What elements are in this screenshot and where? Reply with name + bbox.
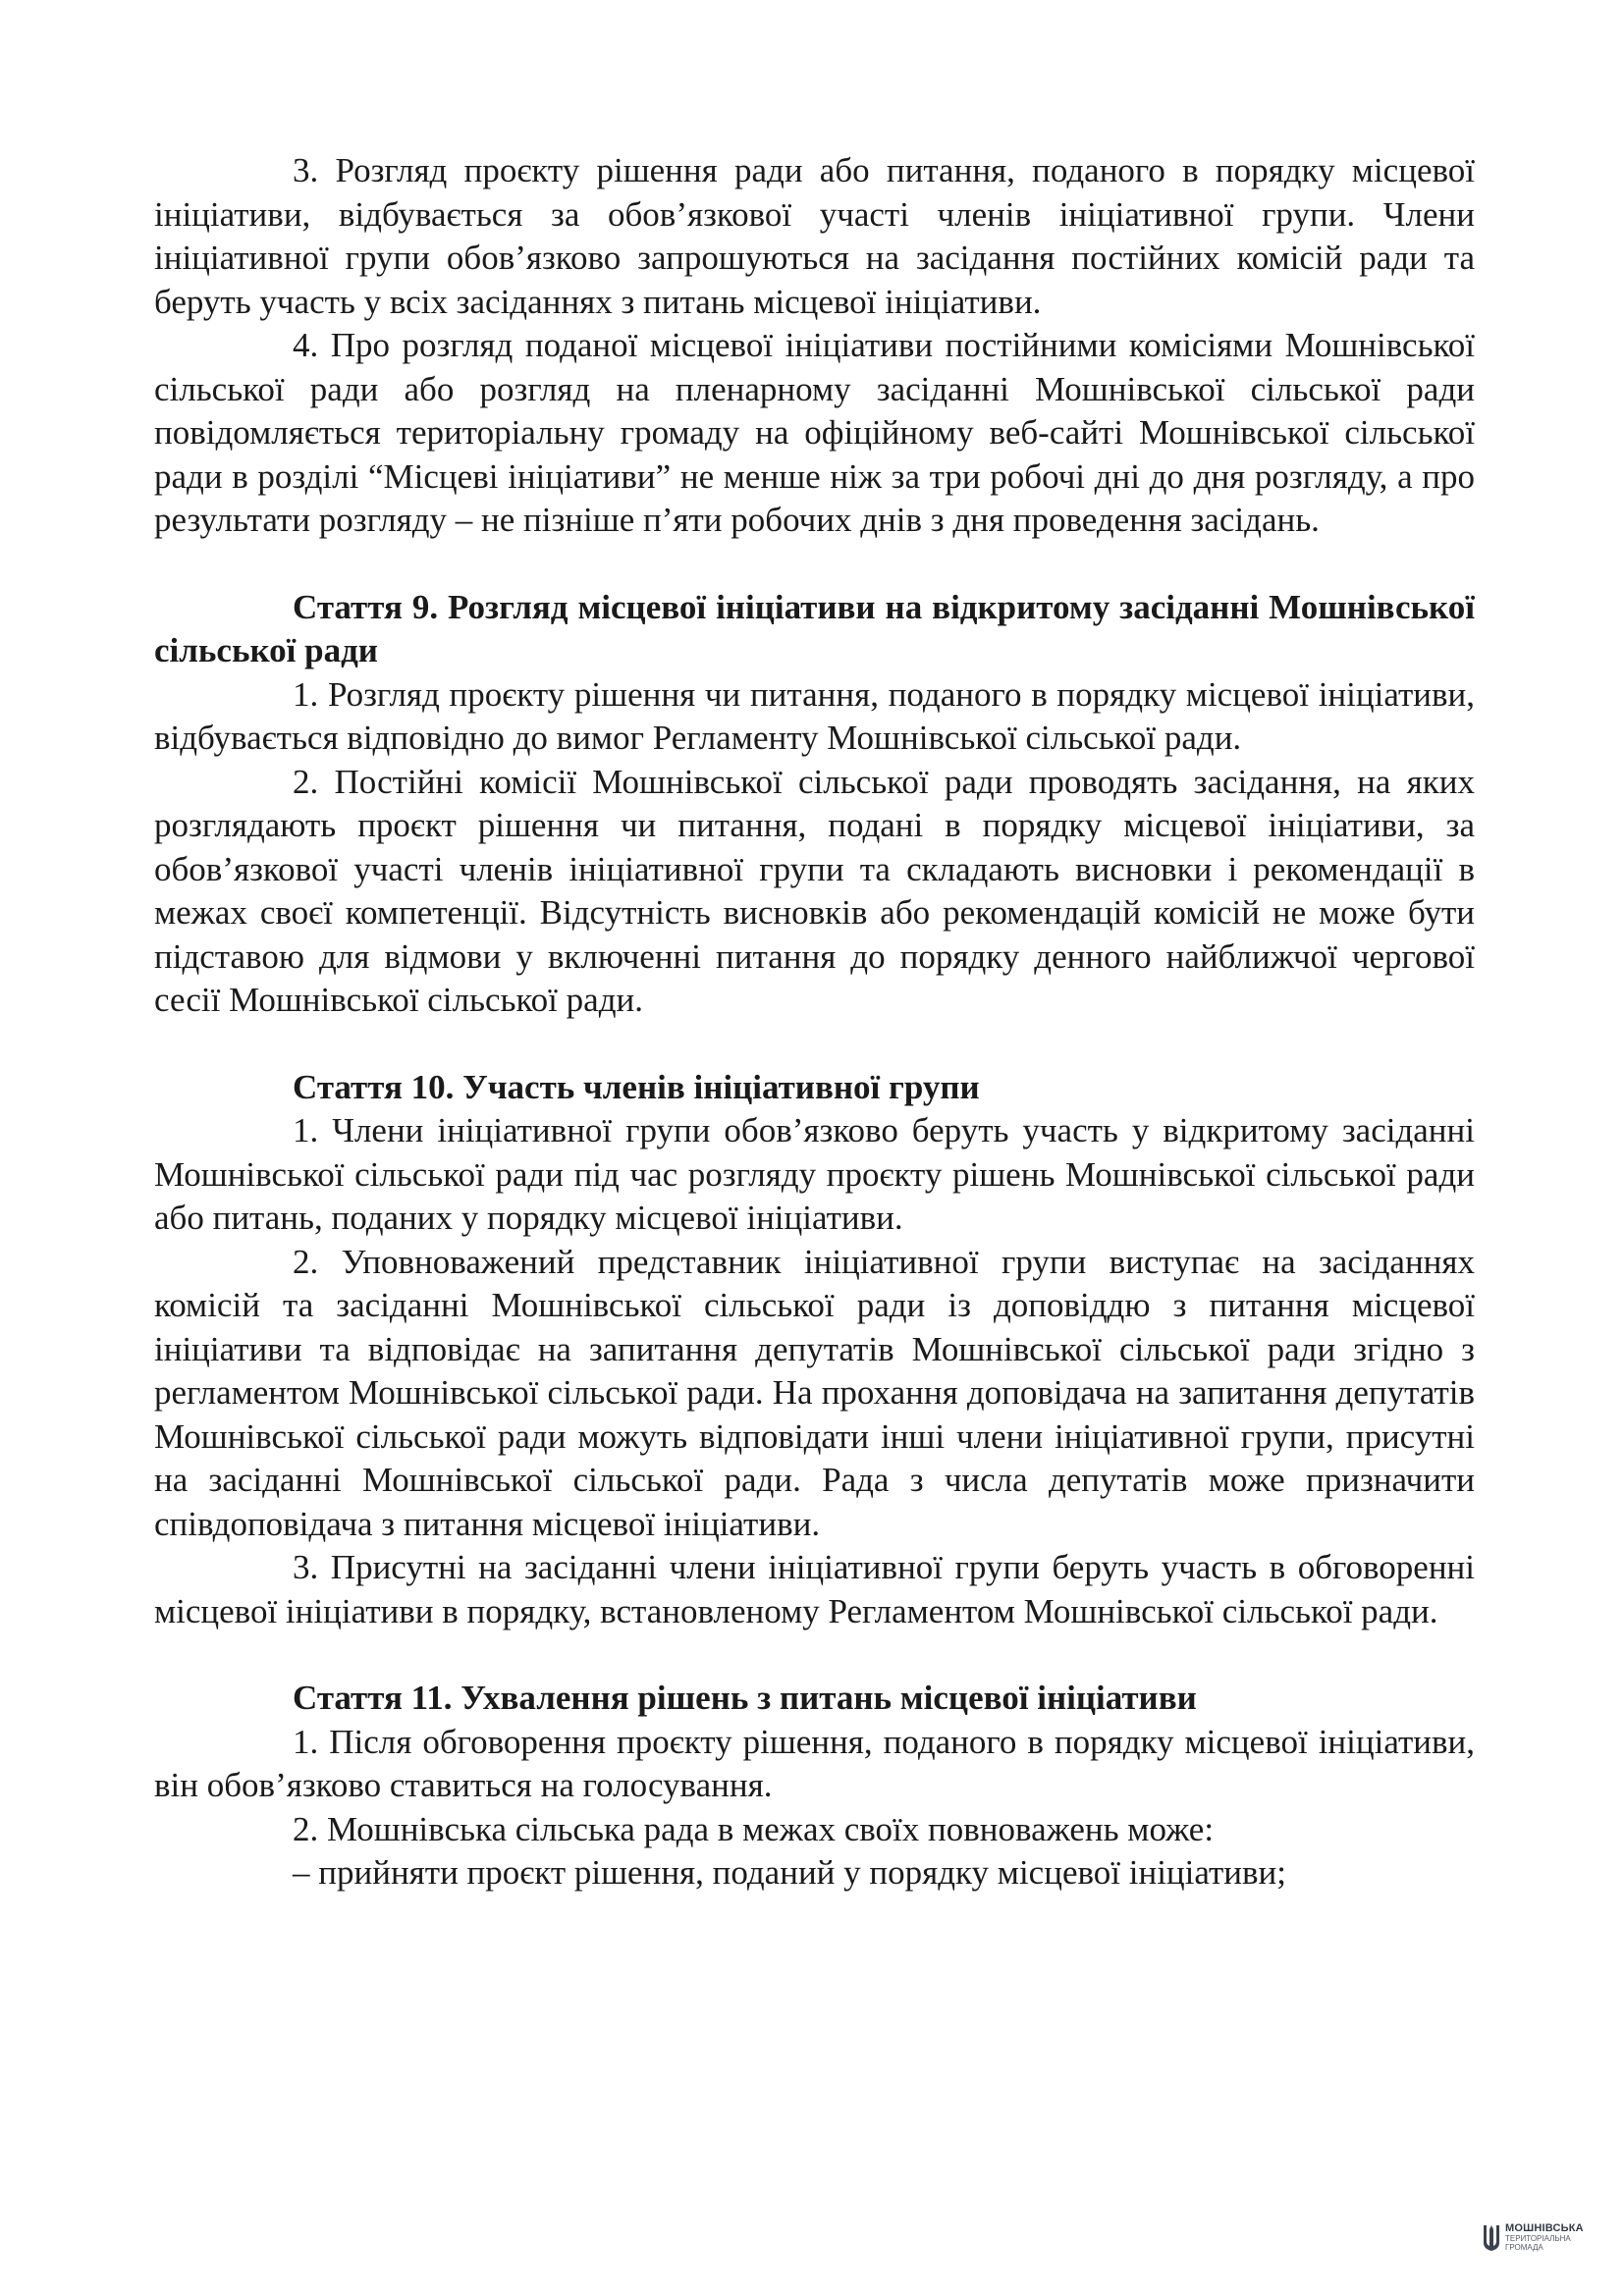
article-10-paragraph-2: 2. Уповноважений представник ініціативної групи виступає на засіданнях комісій та засіданні Мошнівської сільської ради із доповіддю з питання місцевої ініціативи та відповідає на запитання депутатів Мошнівської сільської ради згідно з регламентом Мошнівської сільської ради. На прохання доповідача на запитання депутатів Мошнівської сільської ради можуть відповідати інші члени ініціативної групи, присутні на засіданні Мошнівської сільської ради. Рада з числа депутатів може призначити співдоповідача з питання місцевої ініціативи. — [154, 1242, 1475, 1543]
article-9-paragraph-1: 1. Розгляд проєкту рішення чи питання, поданого в порядку місцевої ініціативи, відбувається відповідно до вимог Регламенту Мошнівської сільської ради. — [154, 674, 1475, 757]
paragraph-3: 3. Розгляд проєкту рішення ради або питання, поданого в порядку місцевої ініціативи, відбувається за обов’язкової участі членів ініціативної групи. Члени ініціативної групи обов’язково запрошуються на засідання постійних комісій ради та беруть участь у всіх засіданнях з питань місцевої ініціативи. — [154, 151, 1475, 321]
article-10-title: Стаття 10. Участь членів ініціативної групи — [293, 1067, 980, 1106]
paragraph-4: 4. Про розгляд поданої місцевої ініціативи постійними комісіями Мошнівської сільської ради або розгляд на пленарному засіданні Мошнівської сільської ради повідомляється територіальну громаду на офіційному веб-сайті Мошнівської сільської ради в розділі “Місцеві ініціативи” не менше ніж за три робочі дні до дня розгляду, а про результати розгляду – не пізніше п’яти робочих днів з дня проведення засідань. — [154, 326, 1475, 539]
article-10-paragraph-3: 3. Присутні на засіданні члени ініціативної групи беруть участь в обговоренні місцевої ініціативи в порядку, встановленому Регламентом Мошнівської сільської ради. — [154, 1548, 1475, 1630]
logo-text — [1505, 2223, 1584, 2252]
article-9-paragraph-2: 2. Постійні комісії Мошнівської сільської ради проводять засідання, на яких розглядають проєкт рішення чи питання, подані в порядку місцевої ініціативи, за обов’язкової участі членів ініціативної групи та складають висновки і рекомендації в межах своєї компетенції. Відсутність висновків або рекомендацій комісій не може бути підставою для відмови у включенні питання до порядку денного найближчої чергової сесії Мошнівської сільської ради. — [154, 762, 1475, 1019]
article-11-title: Стаття 11. Ухвалення рішень з питань місцевої ініціативи — [293, 1679, 1197, 1717]
article-9-title: Стаття 9. Розгляд місцевої ініціативи на відкритому засіданні Мошнівської сільської ради — [154, 587, 1475, 669]
community-logo — [1482, 2223, 1619, 2270]
article-11-paragraph-2: 2. Мошнівська сільська рада в межах своїх повноважень може: — [293, 1809, 1215, 1848]
logo-line-1: МОШНІВСЬКА — [1505, 2222, 1584, 2234]
logo-line-2: ТЕРИТОРІАЛЬНА — [1505, 2234, 1571, 2243]
trident-icon — [1482, 2223, 1501, 2253]
logo-line-3: ГРОМАДА — [1505, 2243, 1543, 2252]
article-10-paragraph-1: 1. Члени ініціативної групи обов’язково беруть участь у відкритому засіданні Мошнівської сільської ради під час розгляду проєкту рішень Мошнівської сільської ради або питань, поданих у порядку місцевої ініціативи. — [154, 1111, 1475, 1237]
article-11-paragraph-1: 1. Після обговорення проєкту рішення, поданого в порядку місцевої ініціативи, він обов’язково ставиться на голосування. — [154, 1722, 1475, 1804]
article-11-list-item-1: – прийняти проєкт рішення, поданий у порядку місцевої ініціативи; — [293, 1853, 1287, 1892]
document-page — [154, 149, 1475, 1896]
